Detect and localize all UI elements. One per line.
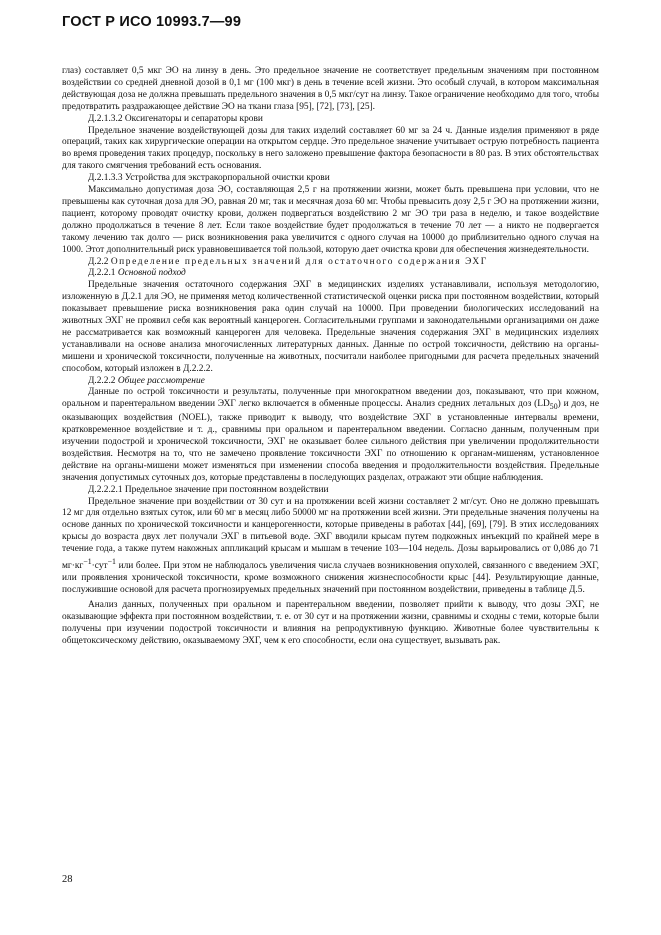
heading-permanent-exposure: Д.2.2.2.1 Предельное значение при постоянном воздействии: [88, 484, 329, 495]
exponent: −1: [83, 557, 92, 567]
text-segment: Данные по острой токсичности и результаты, полученные при многократном введении доз, показывают, что при кожном, оральном и парентеральном введении ЭХГ легко включается в обменные процессы. Анализ средних летальных доз (LD: [62, 387, 599, 410]
page-header: ГОСТ Р ИСО 10993.7—99: [62, 14, 242, 30]
document-body: [62, 66, 599, 648]
paragraph-data-analysis: Анализ данных, полученных при оральном и парентеральном введении, позволяет прийти к выводу, что дозы ЭХГ, не оказывающие эффекта при постоянном воздействии, т. е. от 30 сут и на протяжении жизни, сравнимы и сходны с теми, которые были получены при изучении подострой токсичности и влияния на репродуктивную функцию. Животные более чувствительны к общетоксическому действию, оказываемому ЭХГ, чем к его способности, если она существует, вызывать рак.: [62, 599, 599, 646]
heading-general-consideration: [62, 376, 599, 388]
paragraph-permanent-exposure: [62, 497, 599, 597]
text-segment: ·сут: [91, 561, 108, 572]
paragraph-basic-approach: Предельные значения остаточного содержания ЭХГ в медицинских изделиях устанавливали, используя методологию, изложенную в Д.2.1 для ЭО, не применяя метод количественной статистической оценки риска при постоянном воздействии, который показывает превышение риска возникновения рака один случай на 10000. При проведении биологических исследований на животных ЭХГ не проявил себя как вероятный канцероген. Согласительными группами и законодательными организациями он даже не рассматривается как возможный канцероген для человека. Предельные значения содержания ЭХГ в медицинских изделиях устанавливали на основе анализа многочисленных литературных данных. Данные по острой токсичности, действию на органы-мишени и хронической токсичности, полученные на животных, посчитали наиболее пригодными для расчета предельных значений способом, который изложен в Д.2.2.2.: [62, 280, 599, 374]
paragraph-oxygenators: Предельное значение воздействующей дозы для таких изделий составляет 60 мг за 24 ч. Данные изделия применяют в ряде операций, таких как хирургические операции на открытом сердце. Это предельное значение учитывает острую потребность пациента во время проведения таких процедур, поскольку в него заложено превышение фактора безопасности в 80 раз. В этих обстоятельствах для такого смягчения требований есть основания.: [62, 125, 599, 172]
paragraph-general-consideration: [62, 387, 599, 484]
heading-d221-number: Д.2.2.1: [88, 268, 118, 279]
heading-oxygenators: Д.2.1.3.2 Оксигенаторы и сепараторы крови: [88, 113, 263, 124]
exponent: −1: [107, 557, 116, 567]
heading-section-d22: [62, 257, 599, 269]
heading-basic-approach: [62, 268, 599, 280]
paragraph-extracorporeal: Максимально допустимая доза ЭО, составляющая 2,5 г на протяжении жизни, может быть превышена при условии, что не превышены как суточная доза для ЭО, равная 20 мг, так и месячная доза 60 мг. Чтобы превысить дозу 2,5 г ЭО на протяжении жизни, пациент, которому проводят очистку крови, должен подвергаться воздействию 2 мг ЭО три раза в неделю, и такое воздействие должно продолжаться в течение 8 лет. Если такое воздействие будет продолжаться в течение 70 лет — а никто не подвергается такому лечению так долго — риск возникновения рака увеличится с одного случая на 10000 до приблизительно одного случая на 1000. Этот дополнительный риск уравновешивается той пользой, которую дает очистка крови для обеспечения жизнедеятельности.: [62, 185, 599, 255]
text-segment: или более. При этом не наблюдалось увеличения числа случаев возникновения опухолей, связанного с введением ЭХГ, или проявления хронической токсичности, кроме возможного снижения жизнеспособности крыс [44]. Результирующие данные, послужившие основой для расчета прогнозируемых предельных значений при постоянном воздействии, приведены в таблице Д.5.: [62, 561, 599, 595]
heading-d222-title: Общее рассмотрение: [117, 375, 205, 386]
ld-subscript: 50: [549, 402, 558, 412]
heading-d22-number: Д.2.2: [88, 256, 111, 267]
heading-d221-title: Основной подход: [117, 268, 186, 279]
heading-extracorporeal: Д.2.1.3.3 Устройства для экстракорпоральной очистки крови: [88, 173, 330, 184]
page-number: 28: [62, 874, 73, 885]
heading-d22-title: Определение предельных значений для остаточного содержания ЭХГ: [110, 256, 488, 267]
heading-d222-number: Д.2.2.2: [88, 375, 118, 386]
text-segment: Предельное значение при воздействии от 30 сут и на протяжении всей жизни составляет 2 мг/сут. Оно не должно превышать 12 мг для отдельно взятых суток, или 60 мг в месяц либо 50000 мг на протяжении всей жизни. Эти предельные значения получены на основе данных по хронической токсичности и канцерогенности, которые приведены в работах [44], [69], [79]. В этих исследованиях крысы до возраста двух лет получали ЭХГ в питьевой воде. ЭХГ вводили крысам путем подкожных инъекций по крайней мере в течение года, а также путем накожных аппликаций крысам и мышам в течение 103—104 недель. Дозы варьировались от 0,086 до 71 мг·кг: [62, 496, 599, 572]
text-segment: ) и доз, не оказывающих воздействия (NOEL), также приводит к выводу, что воздействие ЭХГ в установленные интервалы времени, кратковременное воздействие и т. д., сравнимы при оральном и парентеральном введении. Согласно данным, полученным при изучении подострой и хронической токсичности, ЭХГ не оказывает более сильного действия при увеличении продолжительности воздействия. Несмотря на то, что не замечено проявление токсичности ЭХГ по отношению к органам-мишеням, установленное действие на органы-мишени может изменяться при изменении способа введения и продолжительности воздействия. Предельные значения допустимых суточных доз, которые представлены в последующих разделах, отражают эти общие наблюдения.: [62, 399, 599, 483]
paragraph-eye-dose: глаз) составляет 0,5 мкг ЭО на линзу в день. Это предельное значение не соответствует предельным значениям при постоянном воздействии со средней дневной дозой в 0,1 мг (100 мкг) в день в течение всей жизни. Это особый случай, в котором максимальная действующая доза не должна превышать предельного значения в 0,5 мкг/сут на линзу. Такое ограничение необходимо для того, чтобы предотвратить раздражающее действие ЭО на ткани глаза [95], [72], [73], [25].: [62, 66, 599, 112]
